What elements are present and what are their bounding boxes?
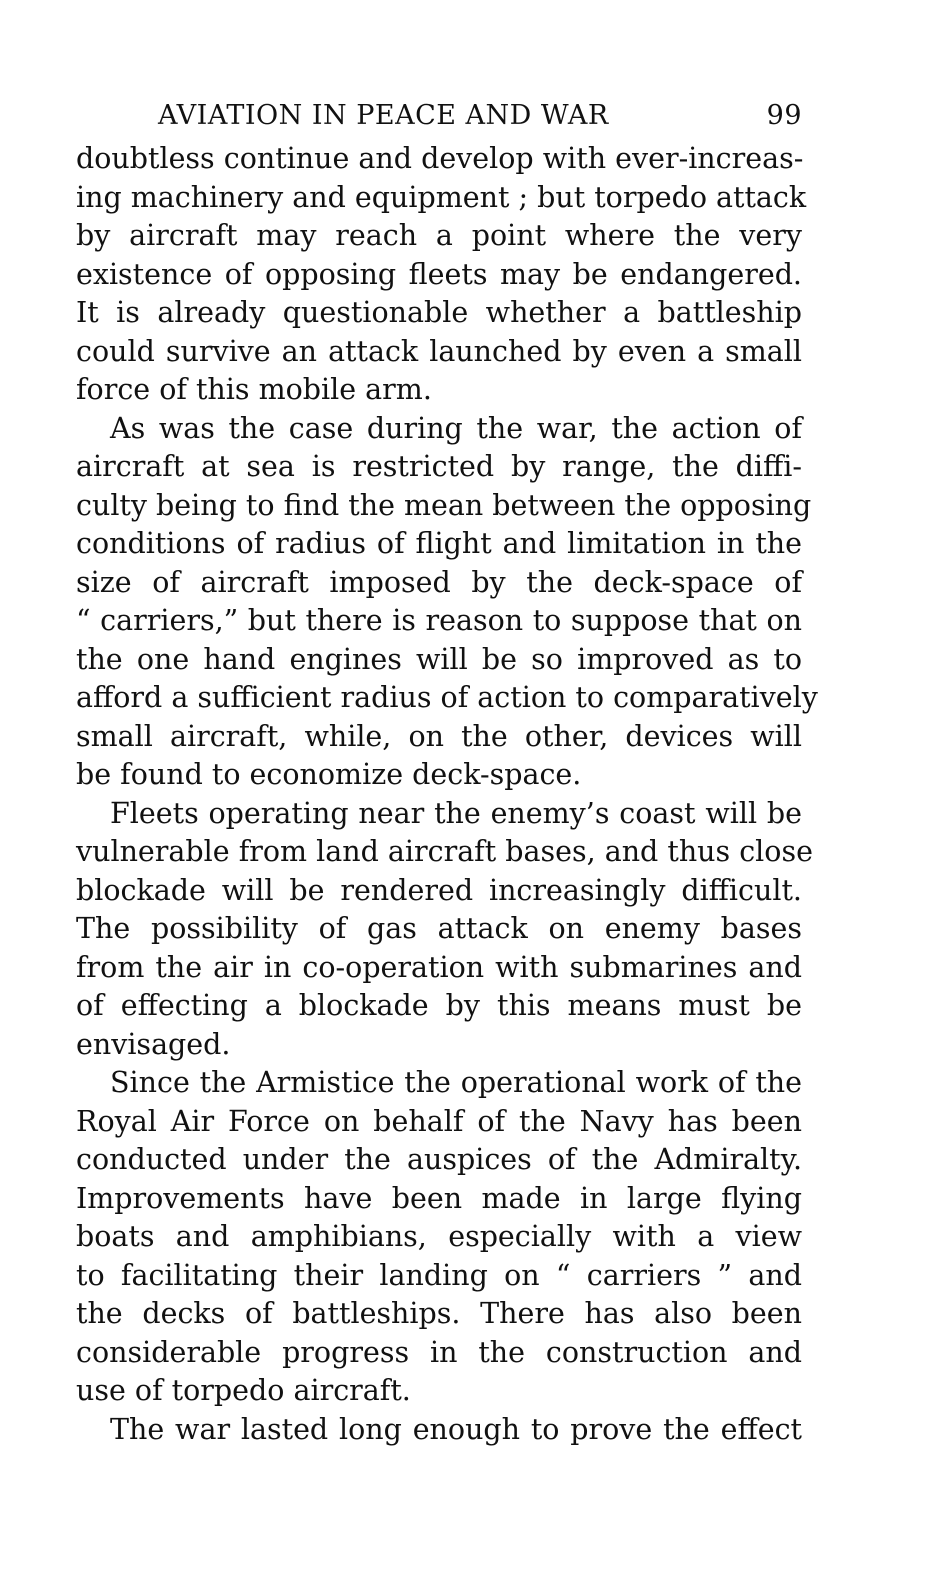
text-line: culty being to find the mean between the opposing bbox=[76, 488, 812, 522]
text-line: Royal Air Force on behalf of the Navy has been bbox=[76, 1104, 802, 1138]
text-line: envisaged. bbox=[76, 1027, 231, 1061]
paragraph bbox=[76, 795, 813, 1065]
text-line: from the air in co-operation with submarines and bbox=[76, 950, 802, 984]
text-line: existence of opposing fleets may be endangered. bbox=[76, 257, 802, 291]
text-line: conducted under the auspices of the Admiralty. bbox=[76, 1143, 802, 1176]
page-number: 99 bbox=[766, 100, 802, 131]
text-line: doubtless continue and develop with ever-increas- bbox=[76, 142, 804, 175]
text-line: ing machinery and equipment ; but torpedo attack bbox=[76, 180, 807, 214]
text-line: conditions of radius of flight and limitation in the bbox=[76, 527, 802, 560]
text-line: Fleets operating near the enemy’s coast will be bbox=[110, 796, 802, 830]
text-line: aircraft at sea is restricted by range, the diffi- bbox=[76, 450, 802, 483]
text-line: blockade will be rendered increasingly difficult. bbox=[76, 873, 802, 907]
text-line: The possibility of gas attack on enemy bases bbox=[76, 912, 802, 945]
text-line: As was the case during the war, the action of bbox=[110, 411, 802, 445]
text-line: force of this mobile arm. bbox=[76, 373, 432, 406]
text-line: could survive an attack launched by even a small bbox=[76, 334, 802, 368]
text-line: the decks of battleships. There has also been bbox=[76, 1297, 802, 1330]
text-line: small aircraft, while, on the other, devices will bbox=[76, 719, 802, 753]
text-line: to facilitating their landing on “ carriers ” and bbox=[76, 1258, 802, 1292]
text-line: size of aircraft imposed by the deck-space of bbox=[76, 565, 802, 599]
text-line: afford a sufficient radius of action to comparatively bbox=[76, 681, 818, 714]
text-line: The war lasted long enough to prove the effect bbox=[110, 1412, 802, 1446]
paragraph bbox=[76, 1064, 802, 1411]
text-line: the one hand engines will be so improved as to bbox=[76, 642, 802, 676]
text-line: “ carriers,” but there is reason to suppose that on bbox=[76, 604, 802, 637]
text-line: vulnerable from land aircraft bases, and thus close bbox=[76, 835, 813, 868]
body-text bbox=[76, 140, 818, 1449]
book-page bbox=[76, 96, 818, 1449]
text-line: of effecting a blockade by this means must be bbox=[76, 989, 802, 1022]
text-line: Improvements have been made in large flying bbox=[76, 1181, 802, 1215]
text-line: Since the Armistice the operational work of the bbox=[110, 1066, 802, 1099]
text-line: use of torpedo aircraft. bbox=[76, 1374, 411, 1407]
running-title: AVIATION IN PEACE AND WAR bbox=[158, 100, 609, 131]
text-line: by aircraft may reach a point where the very bbox=[76, 219, 802, 252]
paragraph bbox=[76, 140, 807, 410]
paragraph bbox=[76, 1411, 802, 1450]
paragraph bbox=[76, 410, 818, 795]
running-header bbox=[76, 96, 802, 140]
text-line: It is already questionable whether a battleship bbox=[76, 296, 802, 329]
text-line: be found to economize deck-space. bbox=[76, 758, 582, 791]
text-line: considerable progress in the construction and bbox=[76, 1335, 802, 1369]
text-line: boats and amphibians, especially with a view bbox=[76, 1220, 802, 1253]
